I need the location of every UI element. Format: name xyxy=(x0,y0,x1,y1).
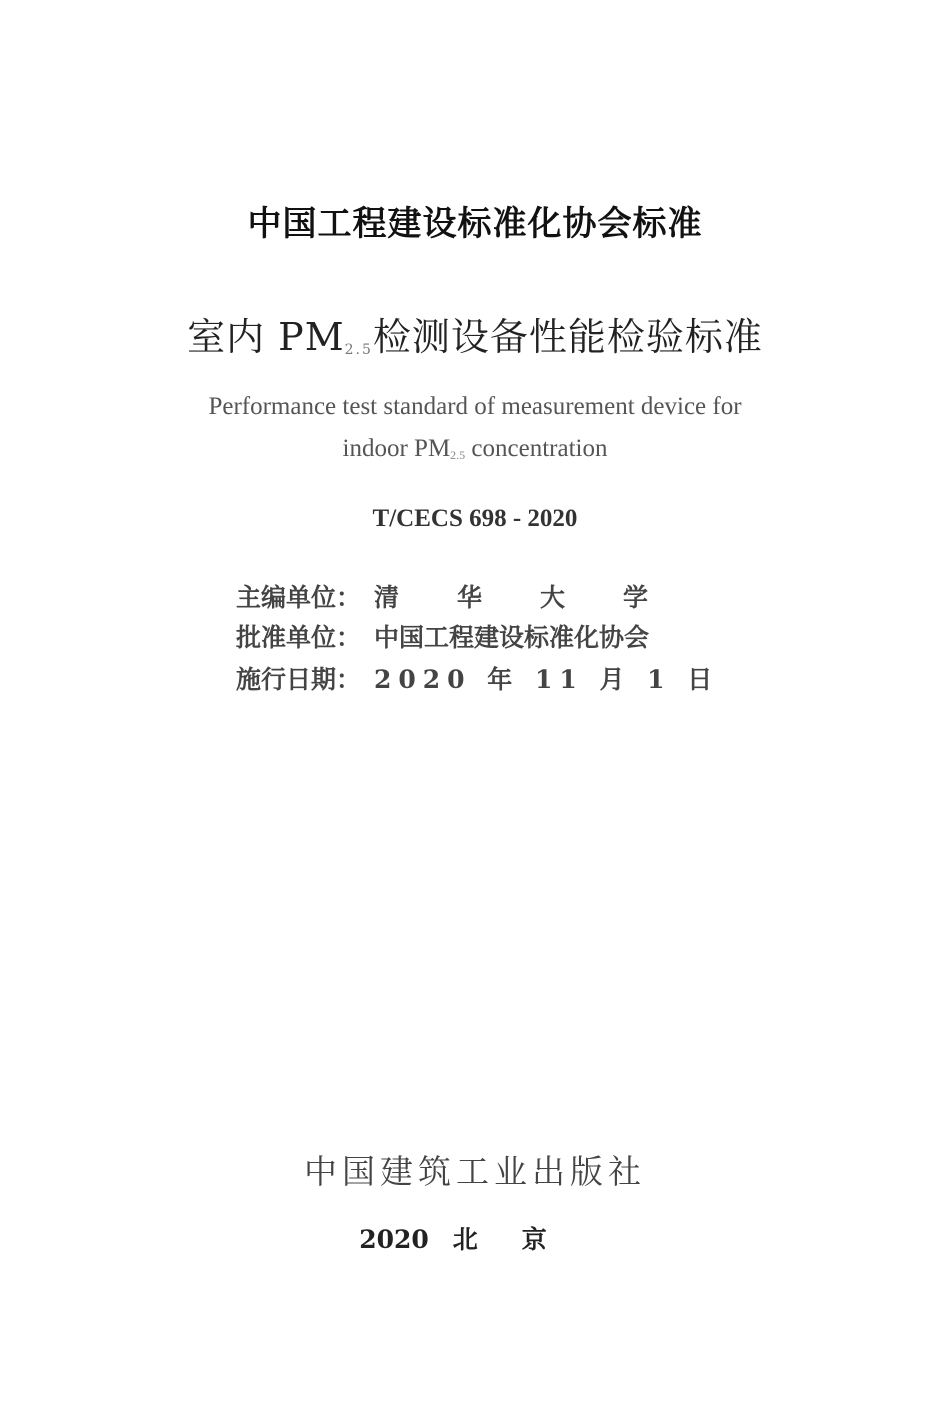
effective-date-value: 2020 年 11 月 1 日 xyxy=(374,665,720,694)
title-english-line2 xyxy=(0,435,950,463)
title-chinese-prefix: 室内 PM xyxy=(187,315,345,359)
title-chinese-suffix: 检测设备性能检验标准 xyxy=(372,315,763,359)
title-english-line2-prefix: indoor PM xyxy=(342,435,451,462)
title-english-line2-suffix: concentration xyxy=(465,435,608,462)
title-chinese-subscript: 2.5 xyxy=(344,342,373,358)
series-title: 中国工程建设标准化协会标准 xyxy=(247,204,703,244)
approver-row xyxy=(236,618,649,654)
approver-value: 中国工程建设标准化协会 xyxy=(374,623,650,652)
title-chinese xyxy=(0,306,950,361)
effective-date-row xyxy=(236,660,719,696)
imprint xyxy=(0,1220,950,1256)
editor-row xyxy=(236,578,706,614)
title-english-subscript: 2.5 xyxy=(450,448,466,462)
approver-label: 批准单位： xyxy=(236,623,362,652)
effective-date-label: 施行日期： xyxy=(236,665,362,694)
imprint-city: 北京 xyxy=(452,1225,591,1254)
editor-value: 清华大学 xyxy=(374,583,707,612)
imprint-year: 2020 xyxy=(359,1225,429,1254)
editor-label: 主编单位： xyxy=(236,583,362,612)
title-english-line1: Performance test standard of measurement device for xyxy=(208,393,742,420)
publisher-name: 中国建筑工业出版社 xyxy=(304,1152,646,1191)
standard-code: T/CECS 698 - 2020 xyxy=(372,505,578,532)
